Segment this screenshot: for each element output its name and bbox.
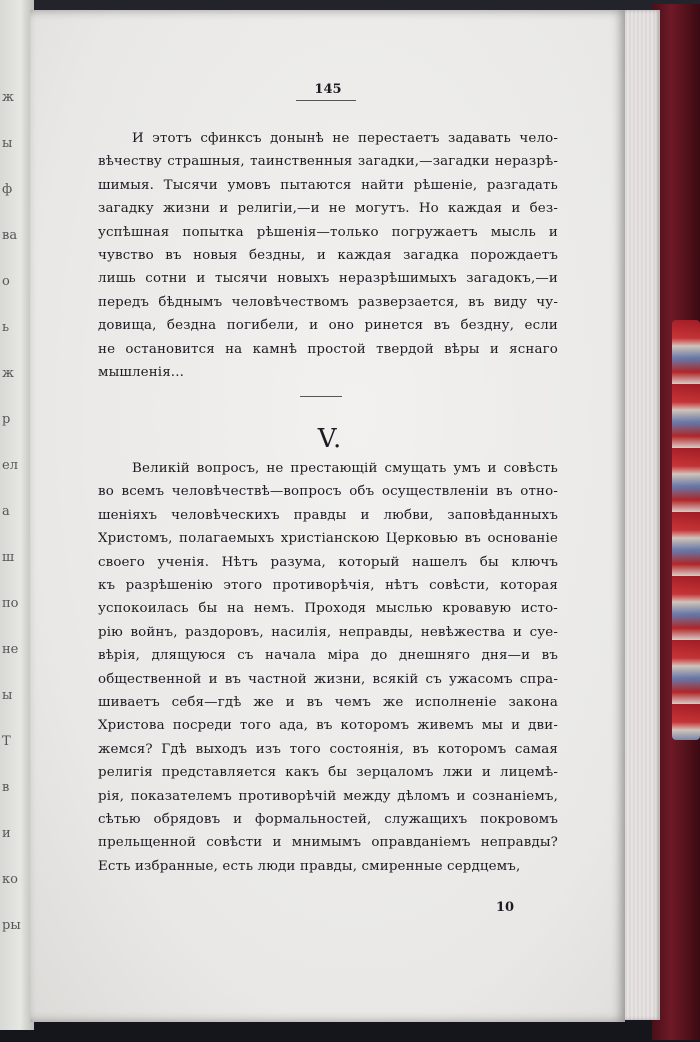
- text-line: Христомъ, полагаемыхъ христіанскою Церковью въ основаніе: [98, 531, 558, 547]
- facing-page-text-fragment: ы: [2, 688, 13, 703]
- text-line: вѣчеству страшныя, таинственныя загадки,—загадки неразрѣ-: [98, 154, 558, 170]
- facing-page-text-fragment: по: [2, 596, 19, 611]
- facing-page-text-fragment: ь: [2, 320, 10, 335]
- text-line: религія представляется какъ бы зерцаломъ лжи и лицемѣ-: [98, 765, 558, 781]
- facing-page-text-fragment: не: [2, 642, 19, 657]
- signature-mark: 10: [496, 900, 515, 915]
- text-line: чувство въ новыя бездны, и каждая загадка порождаетъ: [98, 248, 558, 263]
- facing-page-text-fragment: ел: [2, 458, 18, 473]
- text-line: шеніяхъ человѣческихъ правды и любви, заповѣданныхъ: [98, 507, 558, 523]
- facing-page-text-fragment: ы: [2, 136, 13, 151]
- text-line: лишь сотни и тысячи новыхъ неразрѣшимыхъ загадокъ,—и: [98, 271, 558, 287]
- facing-page-text-fragment: ж: [2, 90, 14, 105]
- facing-page-text-fragment: ж: [2, 366, 14, 381]
- cover-ornament: [672, 320, 700, 740]
- text-line: успѣшная попытка рѣшенія—только погружаетъ мысль и: [98, 224, 558, 240]
- text-line: во всемъ человѣчествѣ—вопросъ объ осуществленіи въ отно-: [98, 484, 558, 500]
- text-line: загадку жизни и религіи,—и не могутъ. Но каждая и без-: [98, 201, 558, 217]
- text-line: не остановится на камнѣ простой твердой вѣры и яснаго: [98, 341, 558, 357]
- text-line: передъ бѣднымъ человѣчествомъ разверзается, въ виду чу-: [98, 294, 558, 310]
- text-line: прельщенной совѣсти и мнимымъ оправданіемъ неправды?: [98, 835, 558, 851]
- text-line: И этотъ сфинксъ донынѣ не перестаетъ задавать чело-: [132, 131, 558, 146]
- text-line: успокоилась бы на немъ. Проходя мыслью кровавую исто-: [98, 601, 558, 617]
- text-line: рія, показателемъ противорѣчій между дѣломъ и сознаніемъ,: [98, 788, 558, 804]
- section-heading: V.: [317, 424, 343, 454]
- facing-page-text-fragment: и: [2, 826, 11, 841]
- facing-page-text-fragment: ш: [2, 550, 15, 565]
- facing-page-text-fragment: ф: [2, 182, 13, 197]
- facing-page-text-fragment: Т: [2, 734, 11, 749]
- text-line: сѣтью обрядовъ и формальностей, служащихъ покровомъ: [98, 812, 558, 827]
- facing-page-text-fragment: о: [2, 274, 10, 289]
- text-line: общественной и въ частной жизни, всякій съ ужасомъ спра-: [98, 671, 558, 687]
- text-line: рію войнъ, раздоровъ, насилія, неправды, невѣжества и суе-: [98, 624, 558, 640]
- text-line: Великій вопросъ, не престающій смущать умъ и совѣсть: [132, 461, 558, 476]
- page-number-rule: [296, 100, 356, 101]
- text-line: мышленія...: [98, 365, 185, 380]
- book-page: [30, 10, 625, 1022]
- text-line: вѣрія, длящуюся съ начала міра до днешняго дня—и въ: [98, 648, 558, 664]
- page-number: 145: [314, 82, 342, 97]
- facing-page-text-fragment: в: [2, 780, 10, 795]
- facing-page-text-fragment: ры: [2, 918, 21, 933]
- facing-page-fragment: [0, 0, 34, 1030]
- text-line: шиваетъ себя—гдѣ же и въ чемъ же исполненіе закона: [98, 695, 558, 710]
- text-line: шимыя. Тысячи умовъ пытаются найти рѣшеніе, разгадать: [98, 177, 558, 193]
- text-line: довища, бездна погибели, и оно ринется въ бездну, если: [98, 318, 558, 334]
- section-separator: [300, 396, 342, 397]
- page-stack-edge: [620, 10, 660, 1020]
- text-line: жемся? Гдѣ выходъ изъ того состоянія, въ которомъ самая: [98, 741, 558, 757]
- text-line: Есть избранные, есть люди правды, смиренные сердцемъ,: [98, 858, 521, 874]
- facing-page-text-fragment: ко: [2, 872, 18, 887]
- text-line: своего ученія. Нѣтъ разума, который нашелъ бы ключъ: [98, 554, 558, 570]
- facing-page-text-fragment: ва: [2, 228, 18, 243]
- text-line: къ разрѣшенію этого противорѣчія, нѣтъ совѣсти, которая: [98, 578, 558, 593]
- facing-page-text-fragment: а: [2, 504, 10, 519]
- facing-page-text-fragment: р: [2, 412, 11, 427]
- text-line: Христова посреди того ада, въ которомъ живемъ мы и дви-: [98, 718, 558, 734]
